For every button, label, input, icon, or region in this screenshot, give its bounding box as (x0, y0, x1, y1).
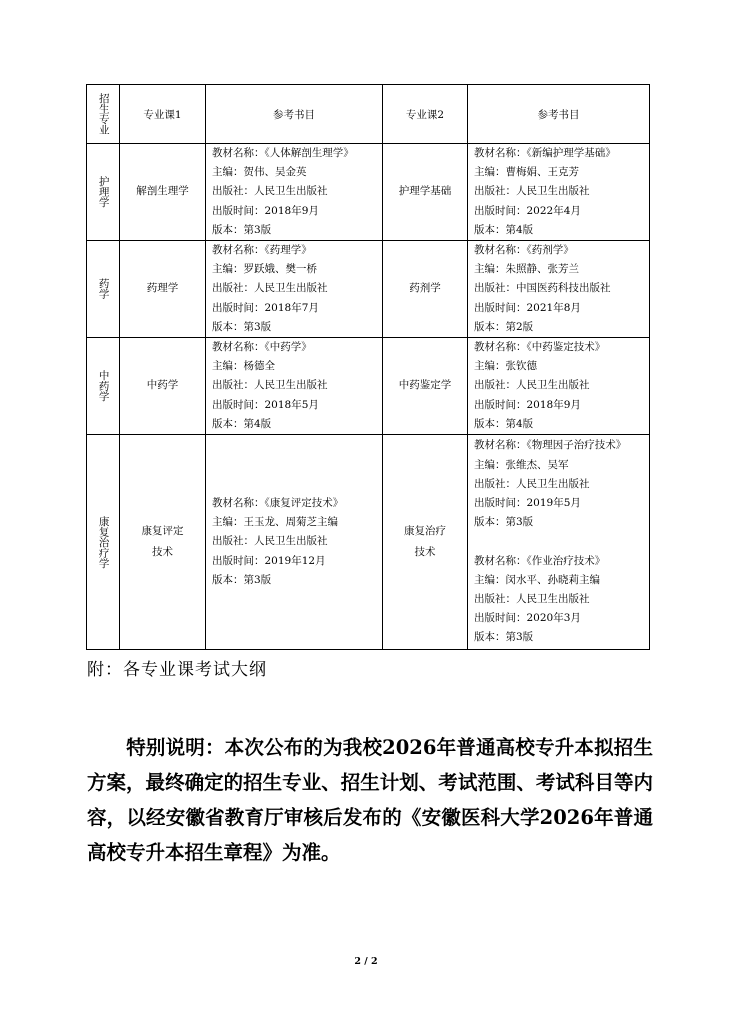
header-course2: 专业课2 (383, 85, 468, 144)
spacer (474, 532, 649, 551)
ref2-cell: 教材名称：《物理因子治疗技术》 主编：张维杰、吴军 出版社：人民卫生出版社 出版时间：2019年5月 版本：第3版 教材名称：《作业治疗技术》 主编：闵水平、孙晓莉主编 出版社：人民卫生出版社 出版时间：2020年3月 版本：第3版 (468, 434, 650, 649)
course2-cell: 药剂学 (383, 240, 468, 337)
course1-cell: 药理学 (120, 240, 206, 337)
table-row (87, 337, 650, 434)
special-note (87, 730, 653, 870)
major-cell: 中药学 (87, 337, 120, 434)
header-ref2: 参考书目 (468, 85, 650, 144)
course1-cell: 中药学 (120, 337, 206, 434)
ref2-cell: 教材名称：《新编护理学基础》 主编：曹梅娟、王克芳 出版社：人民卫生出版社 出版时间：2022年4月 版本：第4版 (468, 144, 650, 241)
table-row (87, 240, 650, 337)
header-ref1: 参考书目 (206, 85, 383, 144)
table-row (87, 434, 650, 649)
course2-cell: 中药鉴定学 (383, 337, 468, 434)
course2-cell: 护理学基础 (383, 144, 468, 241)
table-header-row (87, 85, 650, 144)
ref1-cell: 教材名称：《康复评定技术》 主编：王玉龙、周菊芝主编 出版社：人民卫生出版社 出版时间：2019年12月 版本：第3版 (206, 434, 383, 649)
page-number: 2 / 2 (354, 956, 378, 967)
course2-cell: 康复治疗 技术 (383, 434, 468, 649)
table-row (87, 144, 650, 241)
ref1-cell: 教材名称：《药理学》 主编：罗跃娥、樊一桥 出版社：人民卫生出版社 出版时间：2018年7月 版本：第3版 (206, 240, 383, 337)
major-cell: 康复治疗学 (87, 434, 120, 649)
admission-table (86, 84, 650, 650)
ref1-cell: 教材名称：《人体解剖生理学》 主编：贺伟、吴金英 出版社：人民卫生出版社 出版时间：2018年9月 版本：第3版 (206, 144, 383, 241)
ref1-cell: 教材名称：《中药学》 主编：杨德全 出版社：人民卫生出版社 出版时间：2018年5月 版本：第4版 (206, 337, 383, 434)
header-course1: 专业课1 (120, 85, 206, 144)
major-cell: 护理学 (87, 144, 120, 241)
appendix-line: 附：各专业课考试大纲 (87, 660, 267, 680)
ref2-cell: 教材名称：《药剂学》 主编：朱照静、张芳兰 出版社：中国医药科技出版社 出版时间：2021年8月 版本：第2版 (468, 240, 650, 337)
special-note-text: 特别说明：本次公布的为我校2026年普通高校专升本拟招生方案，最终确定的招生专业、招生计划、考试范围、考试科目等内容，以经安徽省教育厅审核后发布的《安徽医科大学2026年普通高校专升本招生章程》为准。 (87, 736, 653, 864)
major-cell: 药学 (87, 240, 120, 337)
course1-cell: 康复评定 技术 (120, 434, 206, 649)
header-major: 招生专业 (87, 85, 120, 144)
ref2-cell: 教材名称：《中药鉴定技术》 主编：张钦德 出版社：人民卫生出版社 出版时间：2018年9月 版本：第4版 (468, 337, 650, 434)
course1-cell: 解剖生理学 (120, 144, 206, 241)
